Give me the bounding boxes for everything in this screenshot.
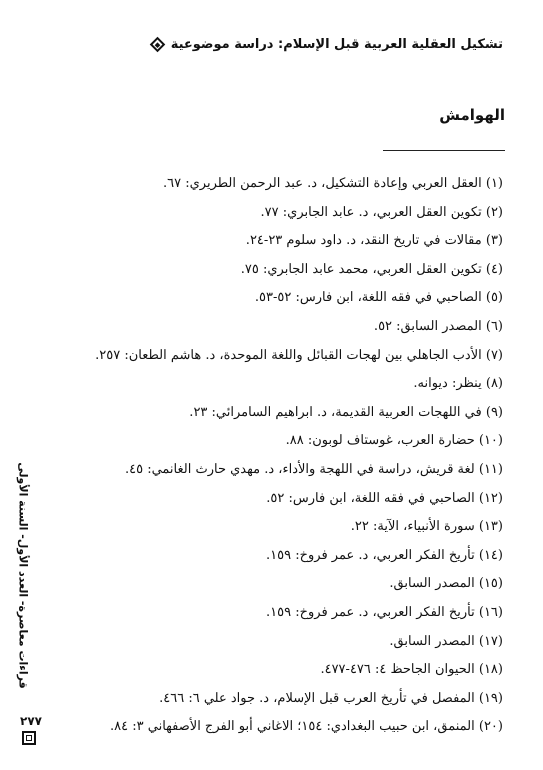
footnote-7: (٧) الأدب الجاهلي بين لهجات القبائل واللغة الموحدة، د. هاشم الطعان: ٢٥٧.: [95, 347, 503, 363]
footnote-4: (٤) تكوين العقل العربي، محمد عابد الجابري: ٧٥.: [240, 261, 503, 277]
footnote-20: (٢٠) المنمق، ابن حبيب البغدادي: ١٥٤؛ الاغاني أبو الفرج الأصفهاني ٣: ٨٤.: [110, 719, 503, 735]
footnote-9: (٩) في اللهجات العربية القديمة، د. ابراهيم السامرائي: ٢٣.: [189, 404, 503, 420]
footnote-2: (٢) تكوين العقل العربي، د. عابد الجابري: ٧٧.: [260, 204, 503, 220]
header-title: تشكيل العقلية العربية قبل الإسلام: دراسة موضوعية: [170, 36, 503, 52]
footnote-12: (١٢) الصاحبي في فقه اللغة، ابن فارس: ٥٢.: [266, 490, 503, 506]
footnote-15: (١٥) المصدر السابق.: [389, 576, 503, 592]
journal-sidebar: [12, 440, 34, 710]
footnote-17: (١٧) المصدر السابق.: [389, 633, 503, 649]
footnotes-list: [63, 170, 503, 742]
footnote-13: (١٣) سورة الأنبياء، الآية: ٢٢.: [350, 519, 503, 535]
journal-issue-label: قراءات معاصرة- العدد الأول- السنة الأولى: [16, 461, 30, 689]
footnote-19: (١٩) المفصل في تأريخ العرب قبل الإسلام، د. جواد علي ٦: ٤٦٦.: [159, 690, 503, 706]
title-underline: [383, 150, 505, 151]
section-title: الهوامش: [439, 106, 505, 124]
footnote-14: (١٤) تأريخ الفكر العربي، د. عمر فروخ: ١٥٩.: [266, 547, 503, 563]
footnote-1: (١) العقل العربي وإعادة التشكيل، د. عبد الرحمن الطريري: ٦٧.: [163, 176, 503, 191]
footnote-18: (١٨) الحيوان الجاحظ ٤: ٤٧٦-٤٧٧.: [320, 662, 503, 678]
footnote-11: (١١) لغة قريش، دراسة في اللهجة والأداء، د. مهدي حارث الغانمي: ٤٥.: [124, 461, 503, 477]
page-ornament-icon: [22, 731, 36, 745]
footnote-8: (٨) ينظر: ديوانه.: [413, 376, 503, 392]
diamond-bullet-icon: [149, 36, 165, 52]
footnote-6: (٦) المصدر السابق: ٥٢.: [373, 318, 503, 334]
footnote-3: (٣) مقالات في تاريخ النقد، د. داود سلوم ٢٣-٢٤.: [245, 233, 503, 249]
footnote-10: (١٠) حضارة العرب، غوستاف لوبون: ٨٨.: [285, 433, 503, 449]
page-number: ٢٧٧: [20, 714, 42, 728]
footnote-5: (٥) الصاحبي في فقه اللغة، ابن فارس: ٥٢-٥٣.: [254, 290, 503, 306]
footnote-16: (١٦) تأريخ الفكر العربي، د. عمر فروخ: ١٥٩.: [266, 604, 503, 620]
running-header: [73, 34, 503, 54]
